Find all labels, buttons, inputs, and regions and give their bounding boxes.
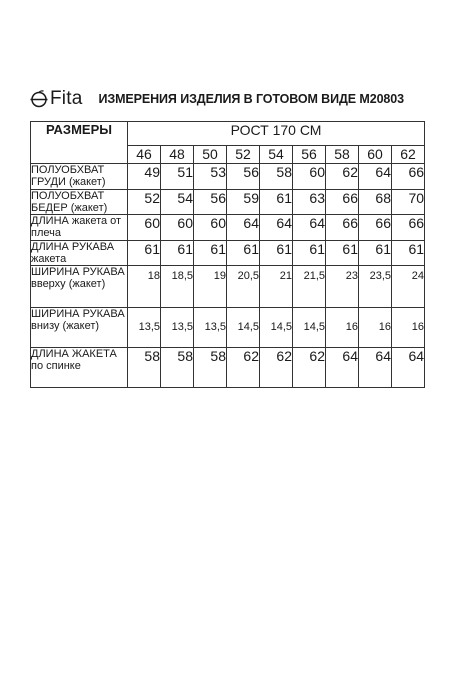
value-cell: 18,5 bbox=[161, 266, 194, 308]
table-row bbox=[31, 266, 425, 308]
size-header-48: 48 bbox=[161, 146, 194, 164]
value-cell: 14,5 bbox=[260, 308, 293, 348]
value-cell: 59 bbox=[227, 190, 260, 215]
value-cell: 61 bbox=[260, 190, 293, 215]
size-header-52: 52 bbox=[227, 146, 260, 164]
value-cell: 70 bbox=[392, 190, 425, 215]
value-cell: 61 bbox=[260, 241, 293, 266]
size-measurements-table bbox=[30, 121, 425, 388]
table-body bbox=[31, 122, 425, 388]
value-cell: 19 bbox=[194, 266, 227, 308]
value-cell: 56 bbox=[194, 190, 227, 215]
value-cell: 16 bbox=[392, 308, 425, 348]
size-header-54: 54 bbox=[260, 146, 293, 164]
size-header-62: 62 bbox=[392, 146, 425, 164]
value-cell: 58 bbox=[194, 348, 227, 388]
value-cell: 62 bbox=[260, 348, 293, 388]
value-cell: 49 bbox=[128, 164, 161, 190]
value-cell: 51 bbox=[161, 164, 194, 190]
document-header bbox=[30, 86, 404, 112]
value-cell: 61 bbox=[293, 241, 326, 266]
value-cell: 14,5 bbox=[227, 308, 260, 348]
value-cell: 60 bbox=[161, 215, 194, 241]
value-cell: 16 bbox=[359, 308, 392, 348]
table-row bbox=[31, 308, 425, 348]
size-header-50: 50 bbox=[194, 146, 227, 164]
row-label: ПОЛУОБХВАТ БЕДЕР (жакет) bbox=[31, 190, 128, 215]
value-cell: 54 bbox=[161, 190, 194, 215]
value-cell: 13,5 bbox=[161, 308, 194, 348]
header-row bbox=[31, 122, 425, 146]
value-cell: 23 bbox=[326, 266, 359, 308]
brand-name: Fita bbox=[50, 88, 83, 109]
height-header-cell: РОСТ 170 СМ bbox=[128, 122, 425, 146]
value-cell: 64 bbox=[392, 348, 425, 388]
value-cell: 64 bbox=[260, 215, 293, 241]
value-cell: 68 bbox=[359, 190, 392, 215]
table-row bbox=[31, 190, 425, 215]
fita-logo-icon bbox=[30, 90, 48, 108]
value-cell: 13,5 bbox=[194, 308, 227, 348]
value-cell: 13,5 bbox=[128, 308, 161, 348]
value-cell: 18 bbox=[128, 266, 161, 308]
value-cell: 61 bbox=[161, 241, 194, 266]
value-cell: 23,5 bbox=[359, 266, 392, 308]
value-cell: 21,5 bbox=[293, 266, 326, 308]
size-header-46: 46 bbox=[128, 146, 161, 164]
sizes-header-cell: РАЗМЕРЫ bbox=[31, 122, 128, 164]
value-cell: 66 bbox=[359, 215, 392, 241]
value-cell: 62 bbox=[227, 348, 260, 388]
value-cell: 61 bbox=[392, 241, 425, 266]
value-cell: 60 bbox=[128, 215, 161, 241]
value-cell: 20,5 bbox=[227, 266, 260, 308]
value-cell: 14,5 bbox=[293, 308, 326, 348]
value-cell: 16 bbox=[326, 308, 359, 348]
row-label: ШИРИНА РУКАВА внизу (жакет) bbox=[31, 308, 128, 348]
row-label: ШИРИНА РУКАВА вверху (жакет) bbox=[31, 266, 128, 308]
value-cell: 58 bbox=[260, 164, 293, 190]
page-title: ИЗМЕРЕНИЯ ИЗДЕЛИЯ В ГОТОВОМ ВИДЕ М20803 bbox=[98, 92, 404, 106]
value-cell: 64 bbox=[293, 215, 326, 241]
value-cell: 63 bbox=[293, 190, 326, 215]
value-cell: 64 bbox=[359, 348, 392, 388]
value-cell: 62 bbox=[293, 348, 326, 388]
value-cell: 61 bbox=[194, 241, 227, 266]
value-cell: 60 bbox=[293, 164, 326, 190]
value-cell: 52 bbox=[128, 190, 161, 215]
brand-logo bbox=[30, 88, 82, 110]
row-label: ДЛИНА ЖАКЕТА по спинке bbox=[31, 348, 128, 388]
row-label: ДЛИНА РУКАВА жакета bbox=[31, 241, 128, 266]
value-cell: 61 bbox=[227, 241, 260, 266]
value-cell: 64 bbox=[227, 215, 260, 241]
table-row bbox=[31, 241, 425, 266]
size-header-58: 58 bbox=[326, 146, 359, 164]
table-row bbox=[31, 348, 425, 388]
value-cell: 61 bbox=[128, 241, 161, 266]
value-cell: 66 bbox=[326, 190, 359, 215]
value-cell: 66 bbox=[392, 215, 425, 241]
size-header-56: 56 bbox=[293, 146, 326, 164]
value-cell: 64 bbox=[359, 164, 392, 190]
row-label: ПОЛУОБХВАТ ГРУДИ (жакет) bbox=[31, 164, 128, 190]
size-header-60: 60 bbox=[359, 146, 392, 164]
value-cell: 66 bbox=[392, 164, 425, 190]
value-cell: 64 bbox=[326, 348, 359, 388]
value-cell: 56 bbox=[227, 164, 260, 190]
value-cell: 61 bbox=[326, 241, 359, 266]
value-cell: 24 bbox=[392, 266, 425, 308]
value-cell: 66 bbox=[326, 215, 359, 241]
value-cell: 58 bbox=[128, 348, 161, 388]
value-cell: 21 bbox=[260, 266, 293, 308]
value-cell: 58 bbox=[161, 348, 194, 388]
table-row bbox=[31, 215, 425, 241]
row-label: ДЛИНА жакета от плеча bbox=[31, 215, 128, 241]
value-cell: 62 bbox=[326, 164, 359, 190]
table-row bbox=[31, 164, 425, 190]
value-cell: 61 bbox=[359, 241, 392, 266]
value-cell: 53 bbox=[194, 164, 227, 190]
value-cell: 60 bbox=[194, 215, 227, 241]
